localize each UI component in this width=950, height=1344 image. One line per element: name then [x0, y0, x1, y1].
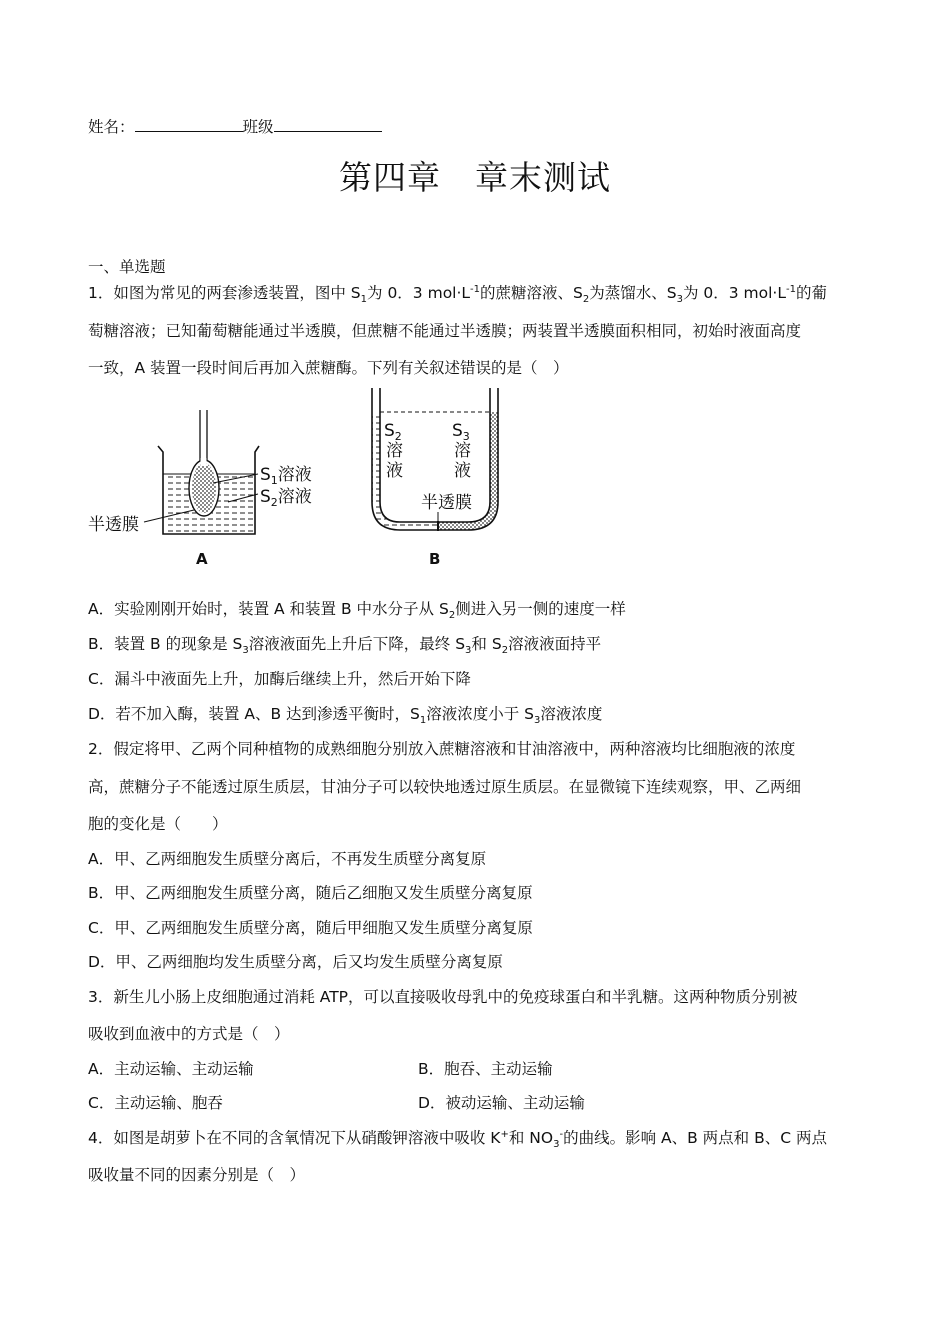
q3-options-row-2 — [88, 1092, 848, 1114]
q2-option-a[interactable]: A．甲、乙两细胞发生质壁分离后，不再发生质壁分离复原 — [88, 850, 487, 868]
page-title — [0, 152, 950, 199]
apparatus-b — [372, 388, 498, 568]
q3-option-b[interactable]: B．胞吞、主动运输 — [418, 1060, 553, 1078]
q3-options-row-1 — [88, 1058, 848, 1080]
q1-option-a[interactable]: A．实验刚刚开始时，装置 A 和装置 B 中水分子从 $S_2$侧进入另一侧的速度一样 — [88, 600, 626, 622]
name-label: 姓名： — [88, 118, 135, 136]
q1-line-2: 萄糖溶液；已知葡萄糖能通过半透膜，但蔗糖不能通过半透膜；两装置半透膜面积相同，初始时液面高度 — [88, 322, 802, 340]
q1-line-3: 一致，A 装置一段时间后再加入蔗糖酶。下列有关叙述错误的是（ ） — [88, 359, 569, 377]
q2-line-1: 2．假定将甲、乙两个同种植物的成熟细胞分别放入蔗糖溶液和甘油溶液中，两种溶液均比细胞液的浓度 — [88, 740, 796, 758]
b-membrane-label: 半透膜 — [421, 493, 472, 513]
q2-option-d[interactable]: D．甲、乙两细胞均发生质壁分离，后又均发生质壁分离复原 — [88, 953, 503, 971]
q3-option-a[interactable]: A．主动运输、主动运输 — [88, 1060, 254, 1078]
class-blank[interactable] — [274, 117, 382, 132]
title-subject: 章末测试 — [475, 158, 611, 197]
b-s2-line3: 液 — [386, 461, 403, 481]
class-label: 班级 — [242, 118, 274, 136]
q3-option-c[interactable]: C．主动运输、胞吞 — [88, 1094, 223, 1112]
q3-line-2: 吸收到血液中的方式是（ ） — [88, 1025, 290, 1043]
name-blank[interactable] — [135, 117, 243, 132]
q4-line-2: 吸收量不同的因素分别是（ ） — [88, 1166, 306, 1184]
a-label-s1: $S_1$溶液 — [260, 465, 312, 487]
student-info-line — [88, 116, 382, 138]
q1-option-b[interactable]: B．装置 B 的现象是 $S_3$溶液液面先上升后下降，最终 $S_3$和 $S_2$溶液液面持平 — [88, 635, 602, 657]
q2-option-c[interactable]: C．甲、乙两细胞发生质壁分离，随后甲细胞又发生质壁分离复原 — [88, 919, 533, 937]
q1-line-1: 1．如图为常见的两套渗透装置，图中 $S_1$为 0．3 $mol\cdot L^{-1}$的蔗糖溶液、$S_2$为蒸馏水、$S_3$为 0．3 $mol\cdot L^{-1}$的葡 — [88, 283, 827, 306]
q1-option-c[interactable]: C．漏斗中液面先上升，加酶后继续上升，然后开始下降 — [88, 670, 471, 688]
b-s3-line2: 溶 — [454, 441, 471, 461]
q4-line-1: 4．如图是胡萝卜在不同的含氧情况下从硝酸钾溶液中吸收 K+和 $NO_3^-$的曲线。影响 A、B 两点和 B、C 两点 — [88, 1128, 827, 1151]
q2-option-b[interactable]: B．甲、乙两细胞发生质壁分离，随后乙细胞又发生质壁分离复原 — [88, 884, 533, 902]
title-chapter: 第四章 — [339, 158, 441, 197]
section-heading: 一、单选题 — [88, 258, 166, 276]
b-s3-line3: 液 — [454, 461, 471, 481]
a-membrane-label: 半透膜 — [88, 515, 139, 535]
osmosis-figure — [88, 384, 528, 572]
q2-line-2: 高，蔗糖分子不能透过原生质层，甘油分子可以较快地透过原生质层。在显微镜下连续观察，甲、乙两细 — [88, 778, 802, 796]
b-s2-label: $S_2$ — [384, 421, 402, 443]
a-caption: A — [196, 550, 208, 568]
apparatus-a — [88, 410, 312, 568]
b-s2-line2: 溶 — [386, 441, 403, 461]
q2-line-3: 胞的变化是（ ） — [88, 815, 228, 833]
a-label-s2: $S_2$溶液 — [260, 487, 312, 509]
b-caption: B — [429, 550, 441, 568]
q1-option-d[interactable]: D．若不加入酶，装置 A、B 达到渗透平衡时，$S_1$溶液浓度小于 $S_3$溶液浓度 — [88, 705, 603, 727]
q3-line-1: 3．新生儿小肠上皮细胞通过消耗 ATP，可以直接吸收母乳中的免疫球蛋白和半乳糖。这两种物质分别被 — [88, 988, 798, 1006]
b-s3-label: $S_3$ — [452, 421, 470, 443]
q3-option-d[interactable]: D．被动运输、主动运输 — [418, 1094, 585, 1112]
